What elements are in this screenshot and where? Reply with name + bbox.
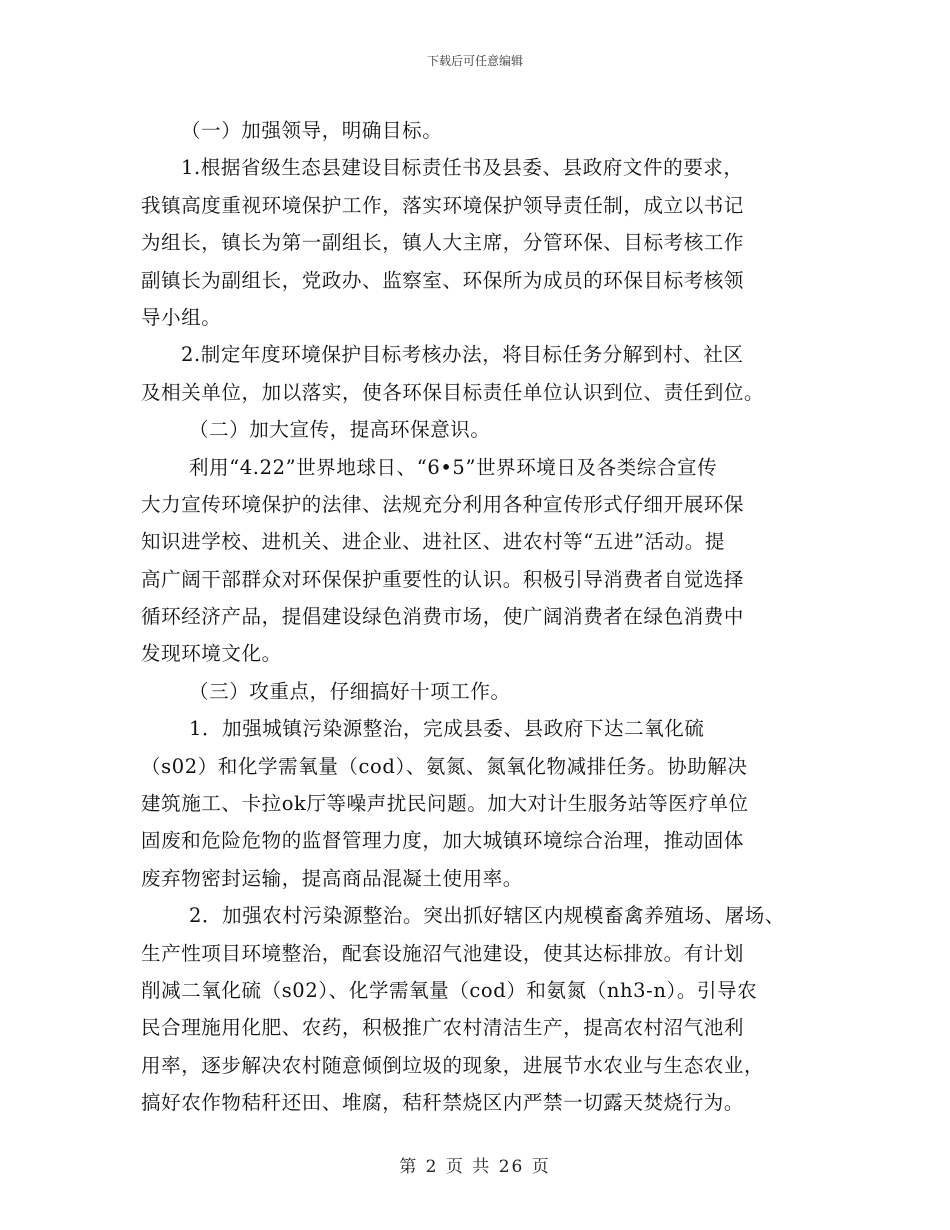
paragraph-line: 发现环境文化。 [141,642,282,666]
paragraph-line: 循环经济产品，提倡建设绿色消费市场，使广阔消费者在绿色消费中 [141,605,745,629]
paragraph-line: 削减二氧化硫（s02）、化学需氧量（cod）和氨氮（nh3-n）。引导农 [141,978,758,1002]
paragraph-line: 1．加强城镇污染源整治，完成县委、县政府下达二氧化硫 [189,717,705,741]
paragraph-line: 建筑施工、卡拉ok厅等噪声扰民问题。加大对计生服务站等医疗单位 [141,792,749,816]
section-heading: （二）加大宣传，提高环保意识。 [189,418,491,442]
paragraph-line: 及相关单位，加以落实，使各环保目标责任单位认识到位、责任到位。 [141,380,765,404]
paragraph-line: 利用“4.22”世界地球日、“6•5”世界环境日及各类综合宣传 [189,455,718,479]
paragraph-line: 2.制定年度环境保护目标考核办法，将目标任务分解到村、社区 [181,343,744,367]
paragraph-line: 高广阔干部群众对环保保护重要性的认识。积极引导消费者自觉选择 [141,567,745,591]
section-heading: （三）攻重点，仔细搞好十项工作。 [189,679,511,703]
paragraph-line: 搞好农作物秸秆还田、堆腐，秸秆禁烧区内严禁一切露天焚烧行为。 [141,1091,745,1115]
paragraph-line: （s02）和化学需氧量（cod）、氨氮、氮氧化物减排任务。协助解决 [141,754,748,778]
paragraph-line: 导小组。 [141,305,222,329]
paragraph-line: 大力宣传环境保护的法律、法规充分利用各种宣传形式仔细开展环保 [141,492,745,516]
paragraph-line: 为组长，镇长为第一副组长，镇人大主席，分管环保、目标考核工作 [141,231,745,255]
paragraph-line: 固废和危险危物的监督管理力度，加大城镇环境综合治理，推动固体 [141,829,745,853]
paragraph-line: 民合理施用化肥、农药，积极推广农村清洁生产，提高农村沼气池利 [141,1016,745,1040]
document-body [141,112,831,1122]
paragraph-line: 我镇高度重视环境保护工作，落实环境保护领导责任制，成立以书记 [141,193,745,217]
section-heading: （一）加强领导，明确目标。 [181,119,443,142]
page-header: 下载后可任意编辑 [426,54,523,68]
page-number-footer: 第 2 页 共 26 页 [399,1157,551,1177]
paragraph-line: 1.根据省级生态县建设目标责任书及县委、县政府文件的要求， [181,156,744,180]
paragraph-line: 生产性项目环境整治，配套设施沼气池建设，使其达标排放。有计划 [141,941,745,965]
paragraph-line: 用率，逐步解决农村随意倾倒垃圾的现象，进展节水农业与生态农业， [141,1053,765,1077]
paragraph-line: 副镇长为副组长，党政办、监察室、环保所为成员的环保目标考核领 [141,268,745,292]
paragraph-line: 知识进学校、进机关、进企业、进社区、进农村等“五进”活动。提 [141,530,725,554]
paragraph-line: 废弃物密封运输，提高商品混凝土使用率。 [141,866,523,890]
paragraph-line: 2．加强农村污染源整治。突出抓好辖区内规模畜禽养殖场、屠场、 [189,904,785,928]
